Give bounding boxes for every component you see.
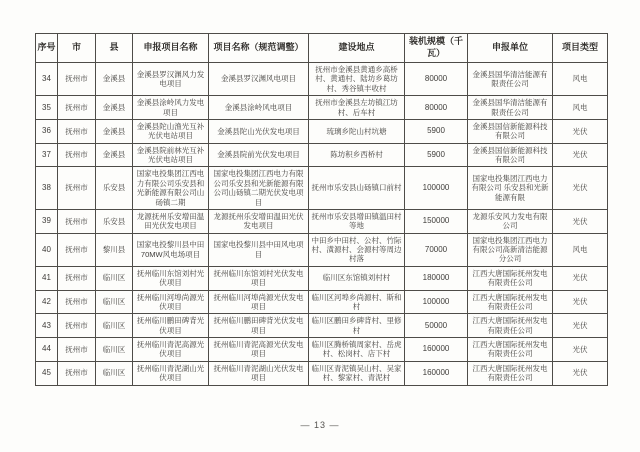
cell-city: 抚州市 xyxy=(58,63,96,96)
cell-declared-name: 国家电投集团江西电力有限公司乐安县和光新能源有限公司山砀镇二期 xyxy=(133,167,209,210)
cell-city: 抚州市 xyxy=(58,338,96,362)
cell-adjusted-name: 金溪县涂岭风电项目 xyxy=(209,96,309,120)
cell-declared-name: 金溪县陀山渔光互补光伏电站项目 xyxy=(133,119,209,143)
table-row xyxy=(36,266,608,290)
cell-adjusted-name: 龙源抚州乐安增田温田光伏发电项目 xyxy=(209,209,309,233)
cell-location: 中田乡中田村、公村、竹际村、潢源村、会源村等周边村落 xyxy=(309,233,405,266)
table-row xyxy=(36,338,608,362)
cell-declared-name: 抚州临川青泥高源光伏项目 xyxy=(133,338,209,362)
cell-type: 光伏 xyxy=(553,338,608,362)
cell-location: 抚州市金溪县黄通乡高桥村、黄通村、陆坊乡葛坊村、秀谷镇丰收村 xyxy=(309,63,405,96)
table-row xyxy=(36,209,608,233)
cell-city: 抚州市 xyxy=(58,209,96,233)
cell-applicant: 龙源乐安风力发电有限公司 xyxy=(468,209,553,233)
cell-applicant: 江西大唐国际抚州发电有限责任公司 xyxy=(468,266,553,290)
cell-adjusted-name: 金溪县罗汉渊风电项目 xyxy=(209,63,309,96)
cell-location: 临川区青泥镇吴山村、吴家村、黎家村、青泥村 xyxy=(309,361,405,385)
table-header-row xyxy=(36,34,608,63)
cell-declared-name: 金溪县涂岭风力发电项目 xyxy=(133,96,209,120)
column-header: 项目类型 xyxy=(553,34,608,63)
page-number: — 13 — xyxy=(300,420,340,430)
cell-type: 光伏 xyxy=(553,361,608,385)
cell-seq: 40 xyxy=(36,233,58,266)
cell-location: 临川区腾桥镇周家村、岳虎村、松岗村、店下村 xyxy=(309,338,405,362)
cell-city: 抚州市 xyxy=(58,167,96,210)
cell-capacity-kw: 180000 xyxy=(405,266,468,290)
cell-seq: 43 xyxy=(36,314,58,338)
cell-capacity-kw: 80000 xyxy=(405,96,468,120)
cell-county: 临川区 xyxy=(96,338,133,362)
cell-declared-name: 抚州临川东馆刘村光伏项目 xyxy=(133,266,209,290)
cell-declared-name: 抚州临川鹏田碑背光伏项目 xyxy=(133,314,209,338)
cell-applicant: 金溪县国华清洁能源有限责任公司 xyxy=(468,63,553,96)
cell-declared-name: 国家电投黎川县中田70MW风电场项目 xyxy=(133,233,209,266)
cell-capacity-kw: 100000 xyxy=(405,290,468,314)
cell-declared-name: 抚州临川河埠尚源光伏项目 xyxy=(133,290,209,314)
table-row xyxy=(36,290,608,314)
table-header xyxy=(36,34,608,63)
cell-type: 光伏 xyxy=(553,290,608,314)
cell-location: 抚州市乐安县增田镇温田村等地 xyxy=(309,209,405,233)
cell-adjusted-name: 国家电投集团江西电力有限公司乐安县和光新能源有限公司山砀镇二期光伏发电项目 xyxy=(209,167,309,210)
cell-applicant: 江西大唐国际抚州发电有限责任公司 xyxy=(468,290,553,314)
cell-type: 光伏 xyxy=(553,119,608,143)
cell-type: 光伏 xyxy=(553,266,608,290)
column-header: 市 xyxy=(58,34,96,63)
cell-city: 抚州市 xyxy=(58,96,96,120)
cell-seq: 34 xyxy=(36,63,58,96)
cell-capacity-kw: 50000 xyxy=(405,314,468,338)
cell-type: 风电 xyxy=(553,233,608,266)
cell-capacity-kw: 100000 xyxy=(405,167,468,210)
cell-declared-name: 龙源抚州乐安增田温田光伏发电项目 xyxy=(133,209,209,233)
table-body xyxy=(36,63,608,386)
cell-type: 光伏 xyxy=(553,314,608,338)
cell-location: 临川区东馆镇刘村村 xyxy=(309,266,405,290)
cell-adjusted-name: 抚州临川鹏田碑背光伏发电项目 xyxy=(209,314,309,338)
cell-adjusted-name: 抚州临川东馆刘村光伏发电项目 xyxy=(209,266,309,290)
cell-capacity-kw: 5900 xyxy=(405,119,468,143)
cell-seq: 44 xyxy=(36,338,58,362)
cell-applicant: 金溪县国华清洁能源有限责任公司 xyxy=(468,96,553,120)
cell-county: 金溪县 xyxy=(96,119,133,143)
cell-adjusted-name: 金溪县陀山光伏发电项目 xyxy=(209,119,309,143)
project-table xyxy=(35,33,608,386)
column-header: 建设地点 xyxy=(309,34,405,63)
cell-applicant: 金溪县国信新能源科技有限公司 xyxy=(468,143,553,167)
cell-county: 金溪县 xyxy=(96,143,133,167)
cell-county: 临川区 xyxy=(96,361,133,385)
cell-seq: 36 xyxy=(36,119,58,143)
cell-county: 金溪县 xyxy=(96,96,133,120)
cell-adjusted-name: 国家电投黎川县中田风电项目 xyxy=(209,233,309,266)
table-row xyxy=(36,143,608,167)
cell-capacity-kw: 150000 xyxy=(405,209,468,233)
table-row xyxy=(36,63,608,96)
cell-county: 乐安县 xyxy=(96,167,133,210)
cell-capacity-kw: 70000 xyxy=(405,233,468,266)
cell-capacity-kw: 160000 xyxy=(405,361,468,385)
cell-applicant: 金溪县国信新能源科技有限公司 xyxy=(468,119,553,143)
cell-location: 临川区鹏田乡碑背村、里修村 xyxy=(309,314,405,338)
table-row xyxy=(36,361,608,385)
cell-adjusted-name: 金溪县院前光伏发电项目 xyxy=(209,143,309,167)
cell-city: 抚州市 xyxy=(58,119,96,143)
cell-seq: 35 xyxy=(36,96,58,120)
cell-county: 金溪县 xyxy=(96,63,133,96)
table-row xyxy=(36,314,608,338)
cell-location: 抚州市乐安县山砀镇口前村 xyxy=(309,167,405,210)
cell-adjusted-name: 抚州临川青泥高源光伏发电项目 xyxy=(209,338,309,362)
cell-type: 光伏 xyxy=(553,143,608,167)
cell-city: 抚州市 xyxy=(58,314,96,338)
cell-type: 光伏 xyxy=(553,209,608,233)
cell-city: 抚州市 xyxy=(58,266,96,290)
table-row xyxy=(36,96,608,120)
cell-type: 风电 xyxy=(553,63,608,96)
cell-applicant: 江西大唐国际抚州发电有限责任公司 xyxy=(468,338,553,362)
column-header: 装机规模（千瓦） xyxy=(405,34,468,63)
cell-declared-name: 金溪县院前林光互补光伏电站项目 xyxy=(133,143,209,167)
cell-seq: 38 xyxy=(36,167,58,210)
cell-county: 临川区 xyxy=(96,266,133,290)
cell-applicant: 江西大唐国际抚州发电有限责任公司 xyxy=(468,314,553,338)
cell-adjusted-name: 抚州临川青泥湖山光伏发电项目 xyxy=(209,361,309,385)
cell-seq: 42 xyxy=(36,290,58,314)
cell-type: 光伏 xyxy=(553,167,608,210)
column-header: 县 xyxy=(96,34,133,63)
cell-applicant: 国家电投集团江西电力有限公司 乐安县和光新能源有限 xyxy=(468,167,553,210)
cell-seq: 45 xyxy=(36,361,58,385)
cell-location: 琉璃乡陀山村坑塘 xyxy=(309,119,405,143)
cell-seq: 37 xyxy=(36,143,58,167)
table-row xyxy=(36,233,608,266)
column-header: 序号 xyxy=(36,34,58,63)
cell-applicant: 国家电投集团江西电力有限公司高新清洁能源分公司 xyxy=(468,233,553,266)
cell-type: 风电 xyxy=(553,96,608,120)
cell-city: 抚州市 xyxy=(58,361,96,385)
cell-county: 临川区 xyxy=(96,290,133,314)
cell-county: 乐安县 xyxy=(96,209,133,233)
column-header: 申报项目名称 xyxy=(133,34,209,63)
cell-adjusted-name: 抚州临川河埠尚源光伏发电项目 xyxy=(209,290,309,314)
table-row xyxy=(36,119,608,143)
cell-capacity-kw: 160000 xyxy=(405,338,468,362)
column-header: 项目名称（规范调整） xyxy=(209,34,309,63)
cell-applicant: 江西大唐国际抚州发电有限责任公司 xyxy=(468,361,553,385)
cell-location: 临川区河埠乡尚源村、斯和村 xyxy=(309,290,405,314)
cell-county: 黎川县 xyxy=(96,233,133,266)
cell-capacity-kw: 5900 xyxy=(405,143,468,167)
cell-seq: 41 xyxy=(36,266,58,290)
cell-declared-name: 抚州临川青泥湖山光伏项目 xyxy=(133,361,209,385)
cell-seq: 39 xyxy=(36,209,58,233)
cell-county: 临川区 xyxy=(96,314,133,338)
table-row xyxy=(36,167,608,210)
cell-declared-name: 金溪县罗汉渊风力发电项目 xyxy=(133,63,209,96)
cell-location: 抚州市金溪县左坊镇江坊村、后车村 xyxy=(309,96,405,120)
cell-location: 陈坊积乡西桥村 xyxy=(309,143,405,167)
column-header: 申报单位 xyxy=(468,34,553,63)
cell-city: 抚州市 xyxy=(58,290,96,314)
cell-capacity-kw: 80000 xyxy=(405,63,468,96)
cell-city: 抚州市 xyxy=(58,143,96,167)
cell-city: 抚州市 xyxy=(58,233,96,266)
